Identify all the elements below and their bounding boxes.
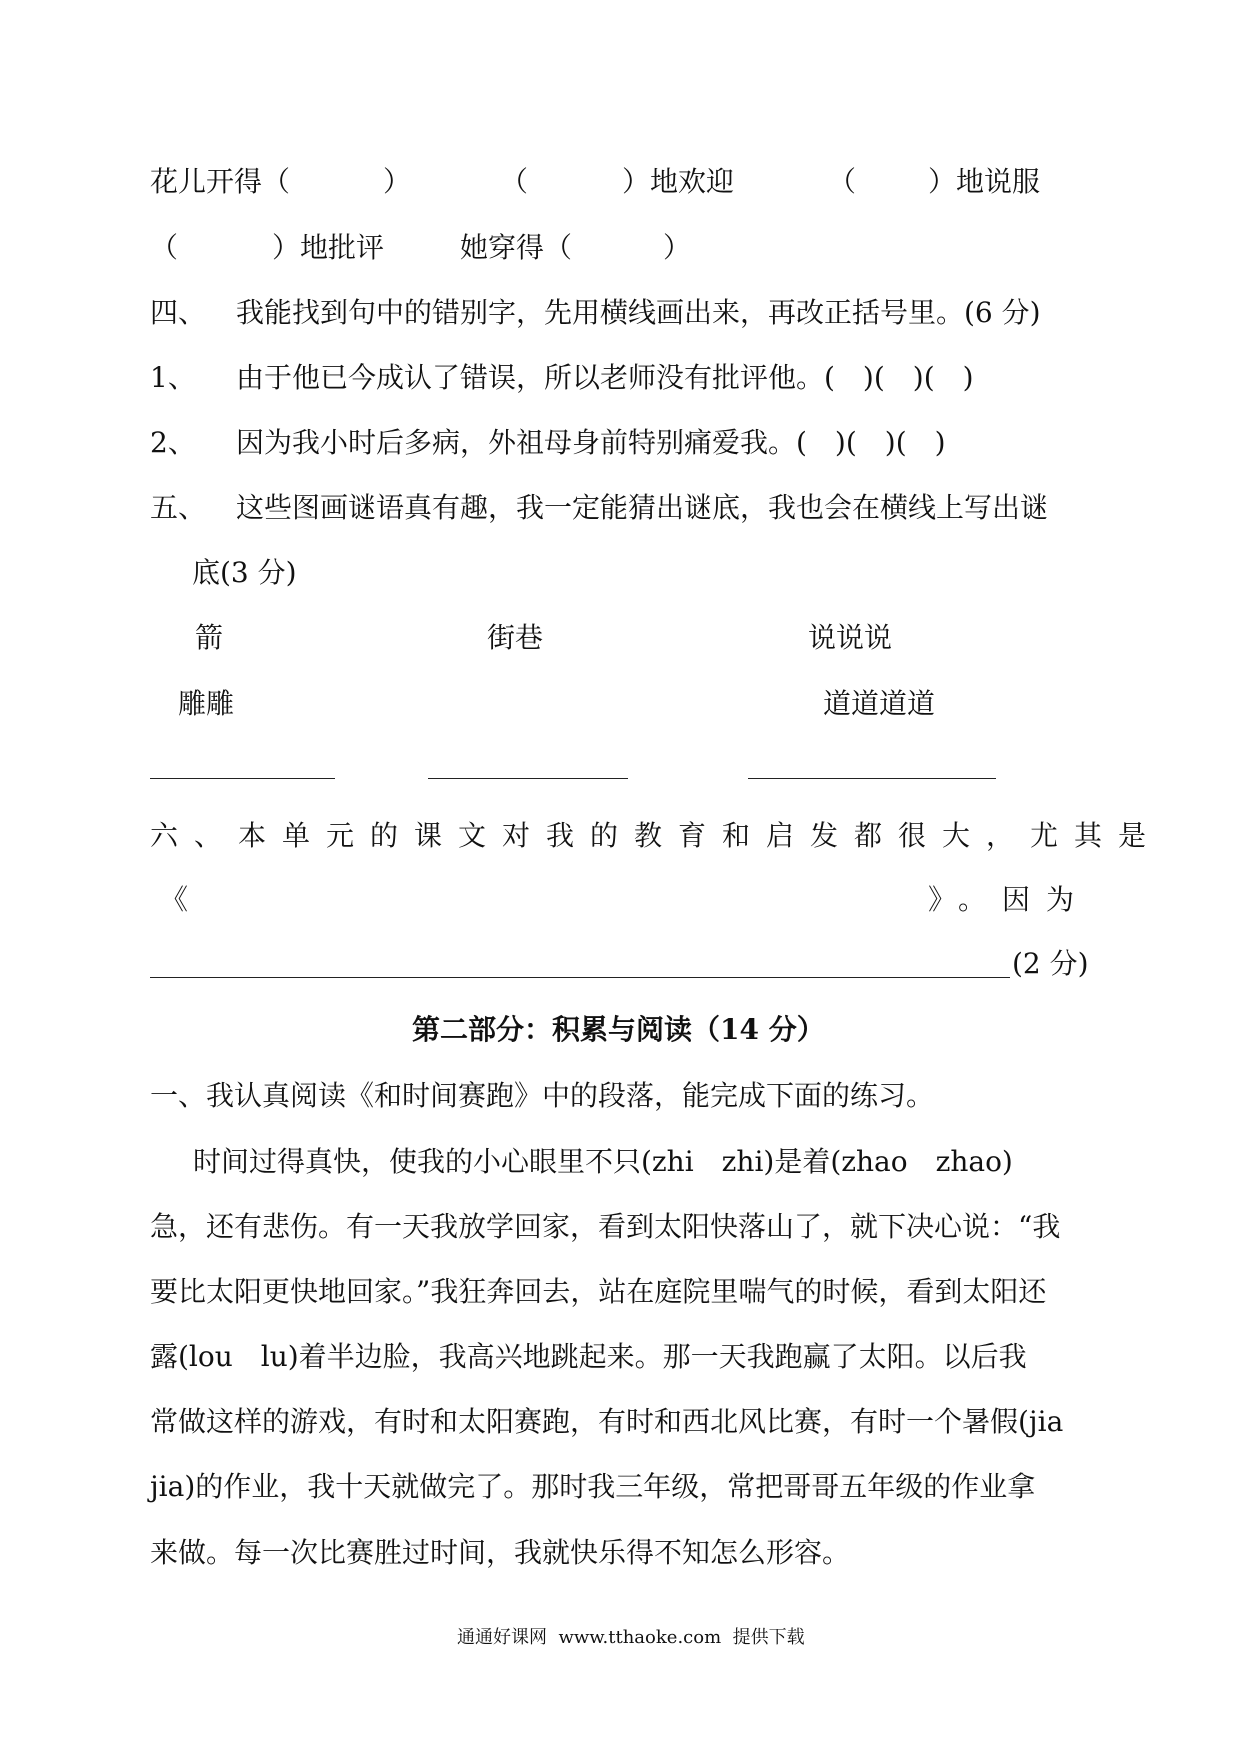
- riddle-item: 雕雕: [178, 687, 235, 720]
- answer-line: [428, 778, 628, 779]
- blank-open-paren: （: [150, 231, 179, 264]
- section-6-score: (2 分): [1012, 947, 1089, 980]
- blank-open-paren: （: [500, 165, 529, 198]
- book-title-open: 《: [160, 883, 189, 916]
- blank-open-paren: （: [828, 165, 857, 198]
- riddle-item: 道道道道: [823, 687, 936, 720]
- passage-line: 来做。每一次比赛胜过时间，我就快乐得不知怎么形容。: [150, 1536, 851, 1569]
- passage-line: 要比太阳更快地回家。”我狂奔回去，站在庭院里喘气的时候，看到太阳还: [150, 1275, 1047, 1308]
- reading-question-1: 一、我认真阅读《和时间赛跑》中的段落，能完成下面的练习。: [150, 1079, 935, 1112]
- passage-line: jia)的作业，我十天就做完了。那时我三年级，常把哥哥五年级的作业拿: [150, 1470, 1036, 1503]
- question-number: 2、: [150, 426, 196, 459]
- section-5-number: 五、: [150, 491, 207, 524]
- blank-close-paren: ）: [663, 231, 692, 264]
- passage-line: 露(lou lu)着半边脸，我高兴地跳起来。那一天我跑赢了太阳。以后我: [150, 1340, 1027, 1373]
- correction-sentence: 由于他已今成认了错误，所以老师没有批评他。( )( )( ): [236, 361, 974, 394]
- book-title-close: 》。因为: [928, 883, 1091, 916]
- blank-item-persuade: ）地说服: [928, 165, 1041, 198]
- section-6-text: 六、本单元的课文对我的教育和启发都很大，尤其是: [150, 819, 1163, 852]
- blank-close-paren: ）: [383, 165, 412, 198]
- riddle-item: 说说说: [808, 621, 893, 654]
- blank-item-dressed: 她穿得（: [460, 231, 573, 264]
- blank-item-welcome: ）地欢迎: [622, 165, 735, 198]
- riddle-item: 箭: [195, 621, 224, 654]
- section-4-number: 四、: [150, 296, 207, 329]
- answer-line: [150, 778, 335, 779]
- blank-item-criticize: ）地批评: [272, 231, 385, 264]
- section-5-heading: 这些图画谜语真有趣，我一定能猜出谜底，我也会在横线上写出谜: [236, 491, 1049, 524]
- footer-credit: 通通好课网 www.tthaoke.com 提供下载: [457, 1627, 805, 1648]
- section-5-heading-continued: 底(3 分): [192, 556, 297, 589]
- correction-sentence: 因为我小时后多病，外祖母身前特别痛爱我。( )( )( ): [236, 426, 946, 459]
- blank-item-flowers: 花儿开得（: [150, 165, 291, 198]
- answer-line: [150, 977, 1010, 978]
- question-number: 1、: [150, 361, 196, 394]
- riddle-item: 街巷: [487, 621, 544, 654]
- passage-line: 时间过得真快，使我的小心眼里不只(zhi zhi)是着(zhao zhao): [165, 1145, 1013, 1178]
- part-2-title: 第二部分：积累与阅读（14 分）: [412, 1013, 825, 1046]
- passage-line: 急，还有悲伤。有一天我放学回家，看到太阳快落山了，就下决心说：“我: [150, 1210, 1061, 1243]
- answer-line: [748, 778, 996, 779]
- section-4-heading: 我能找到句中的错别字，先用横线画出来，再改正括号里。(6 分): [236, 296, 1041, 329]
- passage-line: 常做这样的游戏，有时和太阳赛跑，有时和西北风比赛，有时一个暑假(jia: [150, 1405, 1064, 1438]
